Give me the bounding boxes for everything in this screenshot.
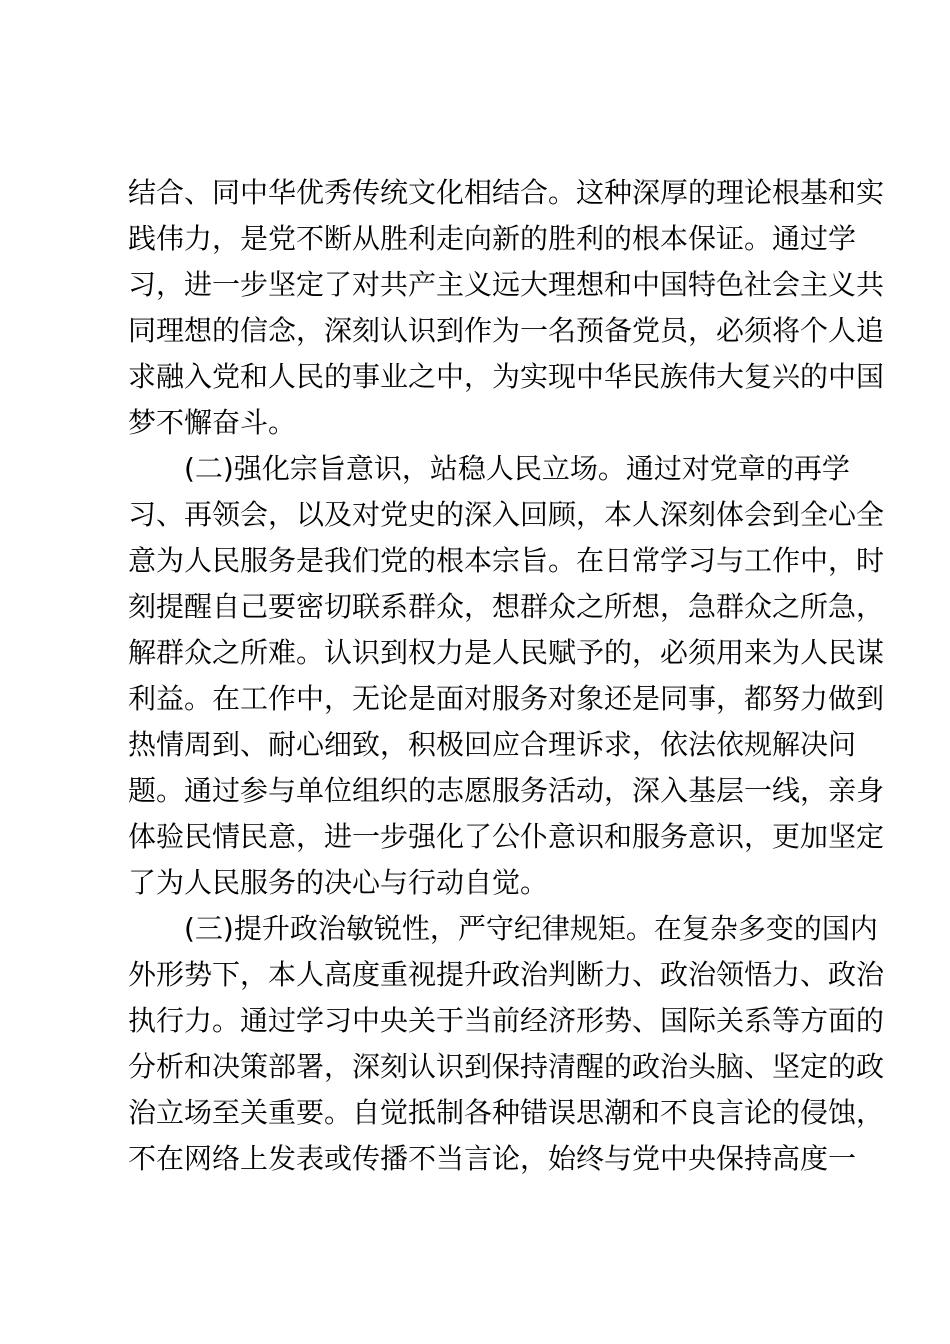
text-line: 不在网络上发表或传播不当言论，始终与党中央保持高度一 [128,1142,857,1175]
text-line: 分析和决策部署，深刻认识到保持清醒的政治头脑、坚定的政 [128,1050,885,1083]
text-line: 治立场至关重要。自觉抵制各种错误思潮和不良言论的侵蚀， [128,1096,885,1129]
text-line: 外形势下，本人高度重视提升政治判断力、政治领悟力、政治 [128,958,885,991]
text-line: 习，进一步坚定了对共产主义远大理想和中国特色社会主义共 [128,268,885,301]
text-line: 结合、同中华优秀传统文化相结合。这种深厚的理论根基和实 [128,176,885,209]
text-line: 热情周到、耐心细致，积极回应合理诉求，依法依规解决问 [128,728,857,761]
text-line: 践伟力，是党不断从胜利走向新的胜利的根本保证。通过学 [128,222,857,255]
text-line: 题。通过参与单位组织的志愿服务活动，深入基层一线，亲身 [128,774,885,807]
text-line: 梦不懈奋斗。 [128,406,297,439]
text-line: 求融入党和人民的事业之中，为实现中华民族伟大复兴的中国 [128,360,885,393]
text-line: 体验民情民意，进一步强化了公仆意识和服务意识，更加坚定 [128,820,885,853]
text-line: 同理想的信念，深刻认识到作为一名预备党员，必须将个人追 [128,314,885,347]
text-line: 意为人民服务是我们党的根本宗旨。在日常学习与工作中，时 [128,544,885,577]
section-heading-line: (三)提升政治敏锐性，严守纪律规矩。在复杂多变的国内 [184,912,878,945]
text-line: 执行力。通过学习中央关于当前经济形势、国际关系等方面的 [128,1004,885,1037]
text-line: 习、再领会，以及对党史的深入回顾，本人深刻体会到全心全 [128,498,885,531]
text-line: 了为人民服务的决心与行动自觉。 [128,866,549,899]
text-line: 刻提醒自己要密切联系群众，想群众之所想，急群众之所急， [128,590,885,623]
document-body [128,170,885,1182]
text-line: 利益。在工作中，无论是面对服务对象还是同事，都努力做到 [128,682,885,715]
text-line: 解群众之所难。认识到权力是人民赋予的，必须用来为人民谋 [128,636,885,669]
section-heading-line: (二)强化宗旨意识，站稳人民立场。通过对党章的再学 [184,452,850,485]
